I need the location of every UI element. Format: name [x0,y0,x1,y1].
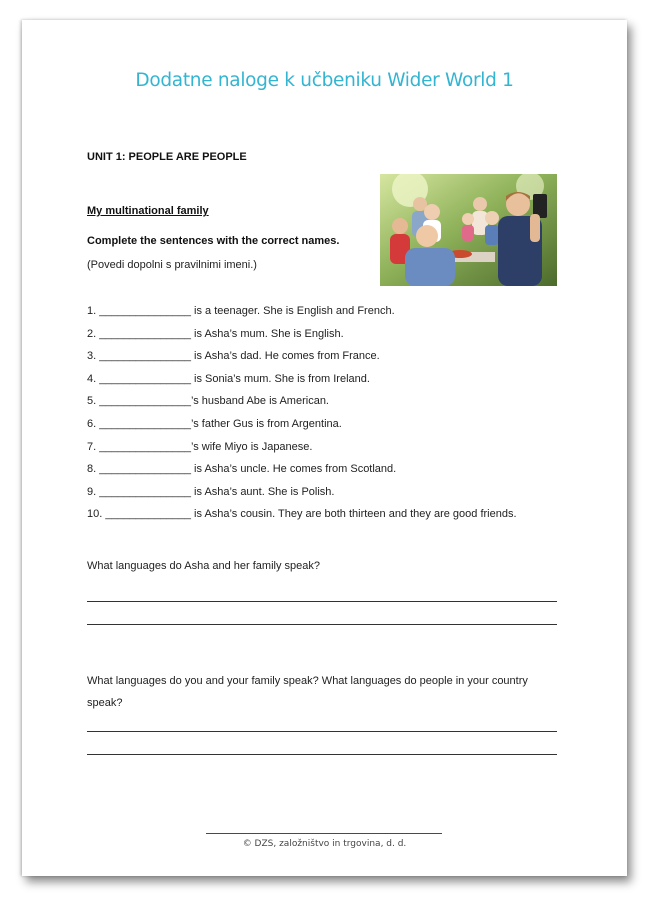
sentence-item: 8. _______________ is Asha’s uncle. He comes from Scotland. [87,463,397,476]
sentence-item: 7. _______________’s wife Miyo is Japanese. [87,440,313,453]
answer-line[interactable] [87,754,557,755]
sentence-item: 1. _______________ is a teenager. She is English and French. [87,305,395,317]
footer-copyright: © DZS, založništvo in trgovina, d. d. [242,839,407,849]
worksheet-page [22,20,627,876]
answer-line[interactable] [87,624,557,625]
question-1: What languages do Asha and her family speak? [87,560,320,572]
footer-divider [206,833,442,834]
sentence-item: 4. _______________ is Sonia’s mum. She is from Ireland. [87,372,370,385]
sentence-item: 2. _______________ is Asha’s mum. She is English. [87,327,344,340]
unit-heading: UNIT 1: PEOPLE ARE PEOPLE [87,151,247,163]
answer-line[interactable] [87,601,557,602]
family-selfie-photo [380,174,557,286]
question-2: What languages do you and your family speak? What languages do people in your country speak? [87,675,528,709]
answer-line[interactable] [87,731,557,732]
sentence-item: 6. _______________’s father Gus is from Argentina. [87,417,342,430]
sentence-item: 3. _______________ is Asha’s dad. He comes from France. [87,350,380,363]
sentence-item: 9. _______________ is Asha’s aunt. She is Polish. [87,485,335,498]
sentence-item: 5. _______________’s husband Abe is American. [87,395,329,408]
page-title: Dodatne naloge k učbeniku Wider World 1 [135,70,514,91]
sentence-list [87,304,517,530]
exercise-title: My multinational family [87,205,209,217]
exercise-instruction-translation: (Povedi dopolni s pravilnimi imeni.) [87,259,257,271]
exercise-instruction: Complete the sentences with the correct names. [87,235,340,247]
sentence-item: 10. ______________ is Asha’s cousin. They are both thirteen and they are good friends. [87,508,517,521]
